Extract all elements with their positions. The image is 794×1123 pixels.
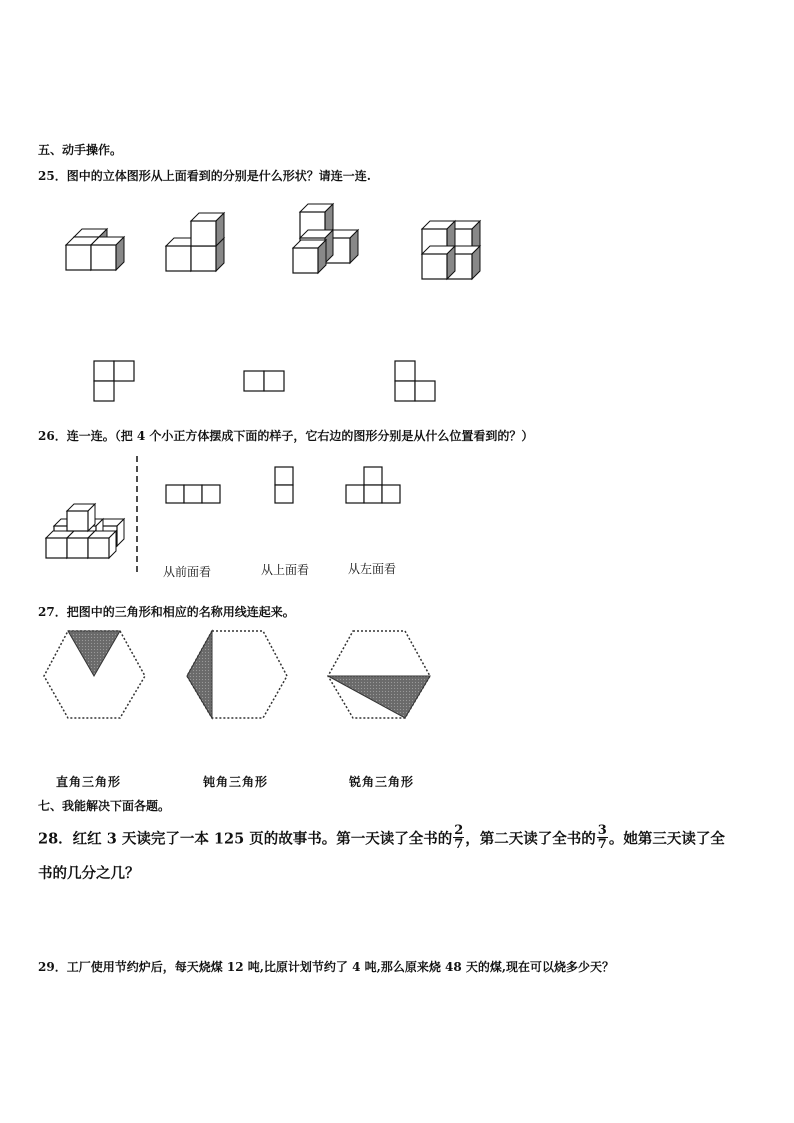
question-25-text: 25．图中的立体图形从上面看到的分别是什么形状？请连一连. [38,169,371,183]
hexagon-obtuse-figure [328,631,430,718]
section-7-title: 七、我能解决下面各题。 [38,799,171,813]
question-29-text: 29．工厂使用节约炉后，每天烧煤 12 吨,比原计划节约了 4 吨,那么原来烧 48 天的煤,现在可以烧多少天？ [38,960,615,974]
question-27-text: 27．把图中的三角形和相应的名称用线连起来。 [38,605,295,619]
question-28-line-2: 书的几分之几？ [38,865,140,882]
fraction-2-denominator: 7 [597,837,607,852]
view-label-front: 从前面看 [163,565,212,579]
question-28-part-3: 。她第三天读了全 [608,830,725,848]
hexagon-right-figure [187,631,287,718]
question-28-line-1 [38,823,725,853]
fraction-1-denominator: 7 [454,837,464,852]
fraction-three-sevenths [597,824,608,851]
fraction-two-sevenths [453,824,464,851]
triangle-label-right: 直角三角形 [56,775,122,789]
hexagon-acute-figure [44,631,145,718]
question-28-part-2: ，第二天读了全书的 [465,830,596,848]
triangle-label-acute: 锐角三角形 [349,775,415,789]
view-label-left: 从左面看 [348,562,397,576]
question-28-part-1: 28．红红 3 天读完了一本 125 页的故事书。第一天读了全书的 [38,830,453,848]
triangle-label-obtuse: 钝角三角形 [203,775,269,789]
view-label-top: 从上面看 [261,563,310,577]
fraction-1-numerator: 2 [454,823,464,838]
fraction-2-numerator: 3 [597,823,607,838]
section-5-title: 五、动手操作。 [38,143,123,157]
question-26-text: 26．连一连。（把 4 个小正方体摆成下面的样子，它右边的图形分别是从什么位置看到的？） [38,429,534,443]
